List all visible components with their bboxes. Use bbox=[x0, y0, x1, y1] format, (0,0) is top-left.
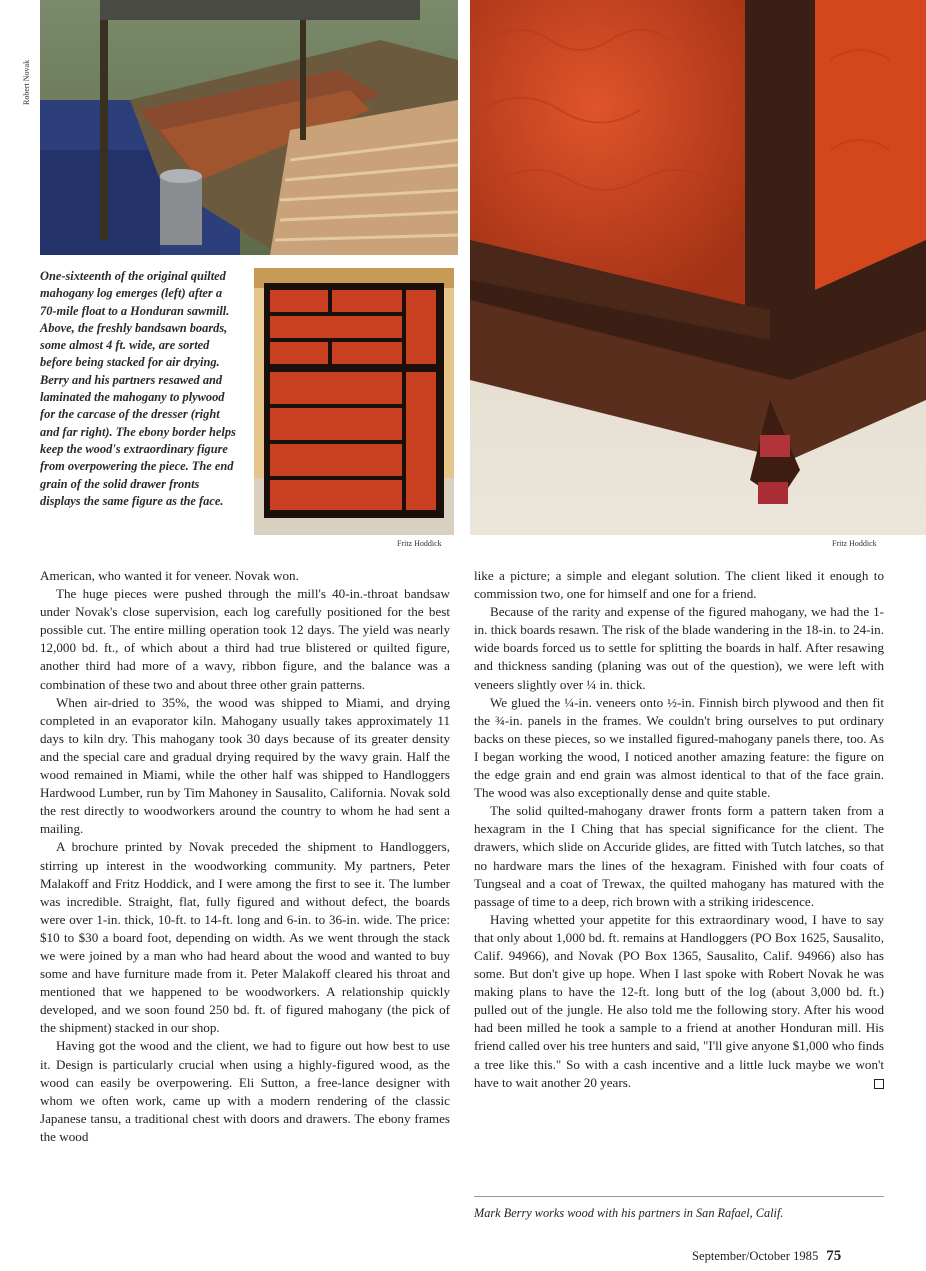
paragraph: A brochure printed by Novak preceded the shipment to Handloggers, stirring up interest in the woodworking community. My partners, Peter Malakoff and Fritz Hoddick, and I were among the first to see it. The lumber was incredible. Straight, flat, fully figured and without defect, the boards were over 1-in. thick, 10-ft. to 14-ft. long and 6-in. to 36-in. wide. The price: $10 to $30 a board foot, depending on width. As we went through the stack we were joined by a man who had heard about the wood and wanted to buy some and have furniture made from it. Peter Malakoff cleared his throat and mentioned that we happened to be woodworkers. A relationship quickly developed, and we soon found 250 bd. ft. of figured mahogany (the pick of the shipment) stacked in our shop. bbox=[40, 839, 450, 1036]
left-column bbox=[40, 567, 450, 1146]
paragraph bbox=[474, 911, 884, 1092]
divider bbox=[474, 1196, 884, 1197]
issue-date: September/October 1985 bbox=[692, 1249, 819, 1263]
paragraph: The solid quilted-mahogany drawer fronts form a pattern taken from a hexagram in the I Ching that has special significance for the client. The drawers, which slide on Accuride glides, are fitted with Tutch latches, so that no hardware mars the lines of the hexagram. Finished with four coats of Tungseal and a coat of Trewax, the quilted mahogany has matured with the passage of time to a deep, rich brown with a striking iridescence. bbox=[474, 803, 884, 909]
detail-photo bbox=[470, 0, 926, 535]
author-bio: Mark Berry works wood with his partners in San Rafael, Calif. bbox=[474, 1206, 784, 1220]
page-number: 75 bbox=[826, 1248, 842, 1264]
end-mark-icon bbox=[874, 1079, 884, 1089]
right-column bbox=[474, 567, 884, 1092]
paragraph: American, who wanted it for veneer. Novak won. bbox=[40, 568, 299, 583]
paragraph: like a picture; a simple and elegant solution. The client liked it enough to commission two, one for himself and one for a friend. bbox=[474, 568, 884, 602]
dresser-photo bbox=[254, 268, 454, 535]
sawmill-credit: Robert Novak bbox=[22, 59, 31, 105]
paragraph: We glued the ¼-in. veneers onto ½-in. Finnish birch plywood and then fit the ¾-in. panels in the frames. We couldn't bring ourselves to put ordinary backs on these pieces, so we installed figured-mahogany panels there, too. As I began working the wood, I noticed another amazing feature: the figure on the edge grain and end grain was almost identical to that of the face grain. The wood was also exceptionally dense and quite stable. bbox=[474, 694, 884, 801]
paragraph: Having got the wood and the client, we had to figure out how best to use it. Design is particularly crucial when using a highly-figured wood, as the wood can easily be overpowering. Eli Sutton, a free-lance designer with whom we often work, came up with a modern rendering of the classic Japanese tansu, a traditional chest with doors and drawers. The ebony frames the wood bbox=[40, 1038, 450, 1144]
paragraph: Because of the rarity and expense of the figured mahogany, we had the 1-in. thick boards resawn. The risk of the blade wandering in the 18-in. to 24-in. wide boards forced us to settle for splitting the boards in half. After resawing and thickness sanding (planing was out of the question), we were left with veneers slightly over ¼ in. thick. bbox=[474, 604, 884, 692]
paragraph: The huge pieces were pushed through the mill's 40-in.-throat bandsaw under Novak's close supervision, each log carefully positioned for the best possible cut. The entire milling operation took 12 days. The yield was nearly 12,000 bd. ft., of which about a third had true blistered or quilted figure, another third had more of a wavy, ribbon figure, and the balance was a combination of these two and about three other grain patterns. bbox=[40, 586, 450, 692]
paragraph: When air-dried to 35%, the wood was shipped to Miami, and drying completed in an evaporator kiln. Mahogany usually takes approximately 11 days to kiln dry. This mahogany took 30 days because of its greater density and the special care and gradual drying required by the wavy grain. Half the wood remained in Miami, while the other half was shipped to Handloggers Hardwood Lumber, run by Tim Mahoney in Sausalito, California. Novak sold the rest directly to woodworkers around the country to whom he had sent a mailing. bbox=[40, 694, 450, 837]
paragraph-text: Having whetted your appetite for this extraordinary wood, I have to say that only about 1,000 bd. ft. remains at Handloggers (PO Box 1625, Sausalito, Calif. 94966), and Novak (PO Box 1365, Sausalito, Calif. 94966) also has some. But don't give up hope. When I last spoke with Robert Novak he was making plans to have the 12-ft. long butt of the log (about 3,000 bd. ft.) pulled out of the jungle. He also told me the following story. After his wood had been milled he took a sample to a friend at another Honduran mill. His friend called over his tree hunters and said, "I'll give anyone $1,000 who finds a tree like this." So with a cash incentive and a little luck maybe we won't have to wait another 20 years. bbox=[474, 911, 884, 1090]
dresser-credit: Fritz Hoddick bbox=[397, 539, 442, 548]
photo-caption: One-sixteenth of the original quilted mahogany log emerges (left) after a 70-mile float to a Honduran sawmill. Above, the freshly bandsawn boards, some almost 4 ft. wide, are sorted before being stacked for air drying. Berry and his partners resawed and laminated the mahogany to plywood for the carcase of the dresser (right and far right). The ebony border helps keep the wood's extraordinary figure from overpowering the piece. The end grain of the solid drawer fronts displays the same figure as the face. bbox=[40, 269, 236, 508]
detail-credit: Fritz Hoddick bbox=[832, 539, 877, 548]
sawmill-photo bbox=[40, 0, 458, 255]
page-footer bbox=[692, 1248, 841, 1265]
